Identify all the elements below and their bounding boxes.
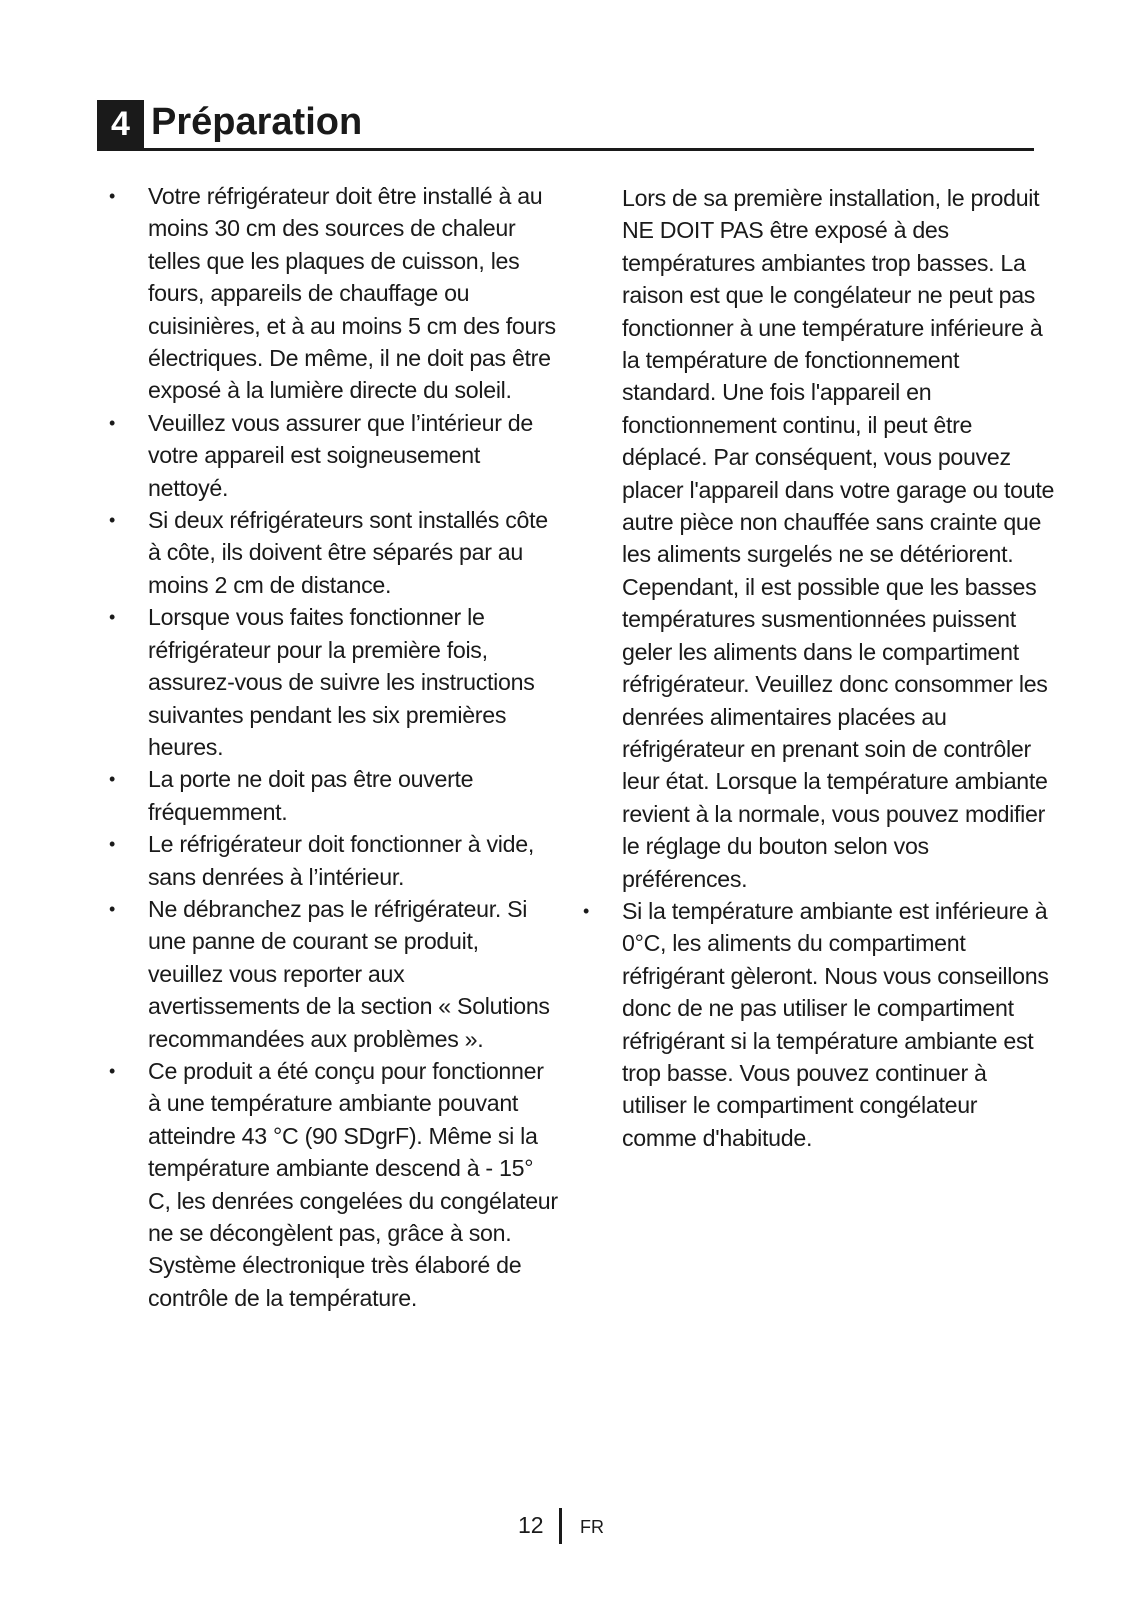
bullet-icon: • [109,1060,116,1081]
bullet-icon: • [109,769,116,790]
bullet-icon: • [109,510,116,531]
list-item [103,407,558,504]
bullet-icon: • [109,186,116,206]
language-code: FR [580,1517,604,1537]
left-bullet-list [103,180,558,1314]
list-item [577,895,1055,1154]
list-item [103,763,558,828]
list-item-text: Si deux réfrigérateurs sont installés côte à côte, ils doivent être séparés par au moins 2 cm de distance. [148,507,548,598]
chapter-header [97,96,1034,151]
list-item-text: Ne débranchez pas le réfrigérateur. Si une panne de courant se produit, veuillez vous reporter aux avertissements de la section « Solutions recommandées aux problèmes ». [148,895,550,1052]
continuation-paragraph: Lors de sa première installation, le produit NE DOIT PAS être exposé à des températures ambiantes trop basses. La raison est que le congélateur ne peut pas fonctionner à une température inférieure à la température de fonctionnement standard. Une fois l'appareil en fonctionnement continu, il peut être déplacé. Par conséquent, vous pouvez placer l'appareil dans votre garage ou toute autre pièce non chauffée sans crainte que les aliments surgelés ne se détériorent. Cependant, il est possible que les basses températures susmentionnées puissent geler les aliments dans le compartiment réfrigérateur. Veuillez donc consommer les denrées alimentaires placées au réfrigérateur en prenant soin de contrôler leur état. Lorsque la température ambiante revient à la normale, vous pouvez modifier le réglage du bouton selon vos préférences. [622,185,1055,892]
bullet-icon: • [109,412,116,433]
page-number: 12 [518,1512,544,1538]
bullet-icon: • [109,834,116,855]
list-item [103,1055,558,1314]
list-item [103,893,558,1055]
list-item-text: Ce produit a été conçu pour fonctionner à une température ambiante pouvant atteindre 43 °C (90 SDgrF). Même si la température ambiante descend à - 15° C, les denrées congelées du congélateur ne se décongèlent pas, grâce à son. Système électronique très élaboré de contrôle de la température. [148,1057,558,1311]
list-item [103,180,558,407]
list-item-text: Veuillez vous assurer que l’intérieur de votre appareil est soigneusement nettoyé. [148,409,533,501]
right-column [577,182,1055,1154]
list-item [103,504,558,601]
list-item [103,828,558,893]
list-item [103,601,558,763]
list-item-text: Votre réfrigérateur doit être installé à au moins 30 cm des sources de chaleur telles que les plaques de cuisson, les fours, appareils de chauffage ou cuisinières, et à au moins 5 cm des fours électriques. De même, il ne doit pas être exposé à la lumière directe du soleil. [148,183,556,404]
left-column [103,180,558,1314]
list-item-text: Le réfrigérateur doit fonctionner à vide, sans denrées à l’intérieur. [148,831,534,890]
bullet-icon: • [583,900,590,921]
footer-divider [559,1508,562,1544]
bullet-icon: • [109,898,116,919]
chapter-number: 4 [97,100,144,148]
list-item-text: Si la température ambiante est inférieure à 0°C, les aliments du compartiment réfrigérant gèleront. Nous vous conseillons donc de ne pas utiliser le compartiment réfrigérant si la température ambiante est trop basse. Vous pouvez continuer à utiliser le compartiment congélateur comme d'habitude. [622,897,1049,1151]
right-bullet-list [577,895,1055,1154]
page-footer [0,1508,1128,1542]
list-item-text: La porte ne doit pas être ouverte fréquemment. [148,766,474,825]
bullet-icon: • [109,607,116,628]
list-item-text: Lorsque vous faites fonctionner le réfrigérateur pour la première fois, assurez-vous de suivre les instructions suivantes pendant les six premières heures. [148,604,535,760]
chapter-title: Préparation [151,101,363,143]
